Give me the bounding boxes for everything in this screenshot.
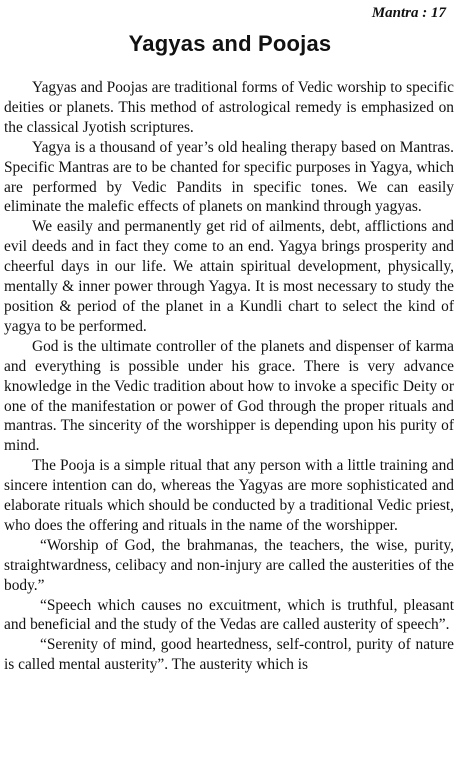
paragraph: Yagya is a thousand of year’s old healing therapy based on Mantras. Specific Mantras are to be chanted for specific purposes in Yagya, which are performed by Vedic Pandits in specific tones. We can easily eliminate the malefic effects of planets on mankind through yagyas.	[4, 138, 454, 216]
body-text	[4, 78, 454, 675]
paragraph: We easily and permanently get rid of ailments, debt, afflictions and evil deeds and in fact they come to an end. Yagya brings prosperity and cheerful days in our life. We attain spiritual development, physically, mentally & inner power through Yagya. It is most necessary to study the position & period of the planet in a Kundli chart to select the kind of yagya to be performed.	[4, 218, 454, 335]
paragraph: God is the ultimate controller of the planets and dispenser of karma and everything is possible under his grace. There is very advance knowledge in the Vedic tradition about how to invoke a specific Deity or one of the manifestation or power of God through the proper rituals and mantras. The sincerity of the worshipper is depending upon his purity of mind.	[4, 337, 454, 455]
quote-paragraph: “Serenity of mind, good heartedness, self-control, purity of nature is called mental austerity”. The austerity which is	[4, 636, 454, 674]
chapter-title: Yagyas and Poojas	[128, 31, 332, 56]
paragraph: The Pooja is a simple ritual that any person with a little training and sincere intention can do, whereas the Yagyas are more sophisticated and elaborate rituals which should be conducted by a traditional Vedic priest, who does the offering and rituals in the name of the worshipper.	[4, 457, 454, 534]
running-head: Mantra : 17	[371, 5, 446, 21]
quote-paragraph: “Speech which causes no excuitment, which is truthful, pleasant and beneficial and the study of the Vedas are called austerity of speech”.	[4, 596, 454, 634]
quote-paragraph: “Worship of God, the brahmanas, the teachers, the wise, purity, straightwardness, celibacy and non-injury are called the austerities of the body.”	[4, 536, 454, 594]
paragraph: Yagyas and Poojas are traditional forms of Vedic worship to specific deities or planets. This method of astrological remedy is emphasized on the classical Jyotish scriptures.	[4, 79, 454, 136]
